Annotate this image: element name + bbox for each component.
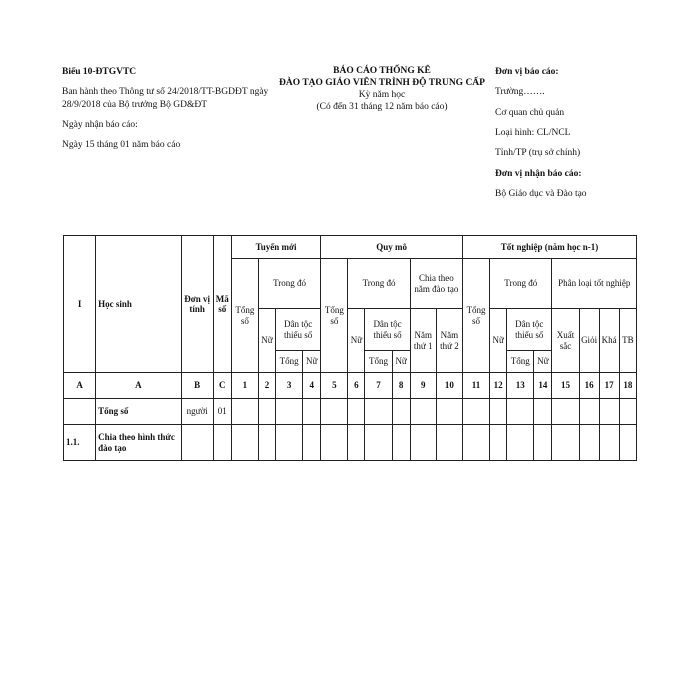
data-cell[interactable] xyxy=(303,399,321,425)
data-cell[interactable] xyxy=(436,425,462,461)
col-number-cell: 7 xyxy=(365,373,392,399)
receive-date: Ngày 15 tháng 01 năm báo cáo xyxy=(62,140,181,151)
row-index-cell: 1.1. xyxy=(64,425,96,461)
data-cell[interactable] xyxy=(410,425,436,461)
group-enroll-header: Tuyển mới xyxy=(231,236,320,259)
group-grad-header: Tốt nghiệp (năm học n-1) xyxy=(463,236,637,259)
column-number-row xyxy=(64,373,637,399)
report-period: Kỳ năm học xyxy=(358,89,406,100)
header-center xyxy=(272,66,492,114)
enroll-ethnic-female-header: Nữ xyxy=(303,351,321,373)
scale-of-which-header: Trong đó xyxy=(348,259,410,309)
col-number-cell: 18 xyxy=(619,373,636,399)
col-number-cell: 17 xyxy=(599,373,619,399)
row-total-unit: người xyxy=(181,399,213,425)
governing-agency: Cơ quan chủ quản xyxy=(495,107,565,118)
data-cell[interactable] xyxy=(365,399,392,425)
col-number-cell: 14 xyxy=(534,373,552,399)
scale-female-header: Nữ xyxy=(348,309,365,373)
grad-ethnic-female-header: Nữ xyxy=(534,351,552,373)
data-cell[interactable] xyxy=(276,399,303,425)
year2-header: Năm thứ 2 xyxy=(436,309,462,373)
col-unit-header: Đơn vị tính xyxy=(181,236,213,373)
col-number-cell: 10 xyxy=(436,373,462,399)
data-cell[interactable] xyxy=(534,425,552,461)
data-cell[interactable] xyxy=(321,425,348,461)
col-number-cell: 3 xyxy=(276,373,303,399)
data-cell[interactable] xyxy=(213,425,231,461)
col-number-cell: 9 xyxy=(410,373,436,399)
header-left xyxy=(62,66,272,160)
data-cell[interactable] xyxy=(619,425,636,461)
data-cell[interactable] xyxy=(552,425,579,461)
data-cell[interactable] xyxy=(258,425,275,461)
fair-header: Khá xyxy=(599,309,619,373)
col-number-cell: B xyxy=(181,373,213,399)
enroll-total-header: Tổng số xyxy=(231,259,258,373)
school-type: Loại hình: CL/NCL xyxy=(495,128,571,139)
school-name: Trường……. xyxy=(495,87,545,98)
data-cell[interactable] xyxy=(348,425,365,461)
grad-of-which-header: Trong đó xyxy=(490,259,552,309)
data-cell[interactable] xyxy=(507,399,534,425)
data-cell[interactable] xyxy=(410,399,436,425)
col-number-cell: 12 xyxy=(490,373,507,399)
receive-date-label: Ngày nhận báo cáo: xyxy=(62,120,138,131)
grad-ethnic-total-header: Tổng xyxy=(507,351,534,373)
col-number-cell: 5 xyxy=(321,373,348,399)
col-number-cell: 6 xyxy=(348,373,365,399)
data-cell[interactable] xyxy=(463,425,490,461)
scale-ethnic-total-header: Tổng xyxy=(365,351,392,373)
enroll-ethnic-total-header: Tổng xyxy=(276,351,303,373)
data-cell[interactable] xyxy=(392,425,410,461)
data-cell[interactable] xyxy=(599,399,619,425)
report-title-line2: ĐÀO TẠO GIÁO VIÊN TRÌNH ĐỘ TRUNG CẤP xyxy=(279,77,485,88)
receiving-unit-label: Đơn vị nhận báo cáo: xyxy=(495,168,582,179)
data-cell[interactable] xyxy=(552,399,579,425)
data-cell[interactable] xyxy=(276,425,303,461)
receiving-unit: Bộ Giáo dục và Đào tạo xyxy=(495,189,587,200)
form-code: Biểu 10-ĐTGVTC xyxy=(62,67,137,77)
col-number-cell: 1 xyxy=(231,373,258,399)
issued-by: Ban hành theo Thông tư số 24/2018/TT-BGDĐT ngày 28/9/2018 của Bộ trưởng Bộ GD&ĐT xyxy=(62,87,269,110)
row-total-code: 01 xyxy=(213,399,231,425)
data-cell[interactable] xyxy=(321,399,348,425)
report-period-note: (Có đến 31 tháng 12 năm báo cáo) xyxy=(316,101,448,112)
header-right xyxy=(495,66,645,208)
row-index-cell xyxy=(64,399,96,425)
data-cell[interactable] xyxy=(392,399,410,425)
excellent-header: Xuất sắc xyxy=(552,309,579,373)
data-cell[interactable] xyxy=(231,399,258,425)
data-cell[interactable] xyxy=(348,399,365,425)
scale-ethnic-female-header: Nữ xyxy=(392,351,410,373)
data-cell[interactable] xyxy=(436,399,462,425)
average-header: TB xyxy=(619,309,636,373)
enroll-female-header: Nữ xyxy=(258,309,275,373)
scale-ethnic-header: Dân tộc thiểu số xyxy=(365,309,410,351)
col-number-cell: 16 xyxy=(579,373,599,399)
data-cell[interactable] xyxy=(579,399,599,425)
grad-female-header: Nữ xyxy=(490,309,507,373)
data-cell[interactable] xyxy=(599,425,619,461)
grad-ethnic-header: Dân tộc thiểu số xyxy=(507,309,552,351)
row-1-1-label: Chia theo hình thức đào tạo xyxy=(96,425,181,461)
scale-by-year-header: Chia theo năm đào tạo xyxy=(410,259,462,309)
col-number-cell: 13 xyxy=(507,373,534,399)
data-cell[interactable] xyxy=(534,399,552,425)
col-number-cell: 8 xyxy=(392,373,410,399)
table-row xyxy=(64,425,637,461)
col-number-cell: 4 xyxy=(303,373,321,399)
data-cell[interactable] xyxy=(463,399,490,425)
grad-total-header: Tổng số xyxy=(463,259,490,373)
group-scale-header: Quy mô xyxy=(321,236,463,259)
col-number-cell: 2 xyxy=(258,373,275,399)
data-cell[interactable] xyxy=(303,425,321,461)
row-total-label: Tổng số xyxy=(96,399,181,425)
col-students-header: Học sinh xyxy=(96,236,181,373)
report-title-line1: BÁO CÁO THỐNG KÊ xyxy=(333,66,431,76)
col-i-header: I xyxy=(64,236,96,373)
data-cell[interactable] xyxy=(579,425,599,461)
statistics-table xyxy=(63,235,637,461)
data-cell[interactable] xyxy=(365,425,392,461)
grad-class-header: Phân loại tốt nghiệp xyxy=(552,259,637,309)
province: Tỉnh/TP (trụ sở chính) xyxy=(495,148,581,159)
reporting-unit-label: Đơn vị báo cáo: xyxy=(495,67,559,77)
data-cell[interactable] xyxy=(619,399,636,425)
col-number-cell: C xyxy=(213,373,231,399)
col-code-header: Mã số xyxy=(213,236,231,373)
good-header: Giỏi xyxy=(579,309,599,373)
scale-total-header: Tổng số xyxy=(321,259,348,373)
table-row xyxy=(64,399,637,425)
enroll-ethnic-header: Dân tộc thiểu số xyxy=(276,309,321,351)
data-cell[interactable] xyxy=(507,425,534,461)
col-number-cell: A xyxy=(96,373,181,399)
year1-header: Năm thứ 1 xyxy=(410,309,436,373)
col-number-cell: 15 xyxy=(552,373,579,399)
col-number-cell: 11 xyxy=(463,373,490,399)
data-cell[interactable] xyxy=(490,399,507,425)
data-cell[interactable] xyxy=(490,425,507,461)
header-row-1 xyxy=(64,236,637,259)
enroll-of-which-header: Trong đó xyxy=(258,259,320,309)
data-cell[interactable] xyxy=(231,425,258,461)
data-cell[interactable] xyxy=(258,399,275,425)
col-number-cell: A xyxy=(64,373,96,399)
data-cell[interactable] xyxy=(181,425,213,461)
